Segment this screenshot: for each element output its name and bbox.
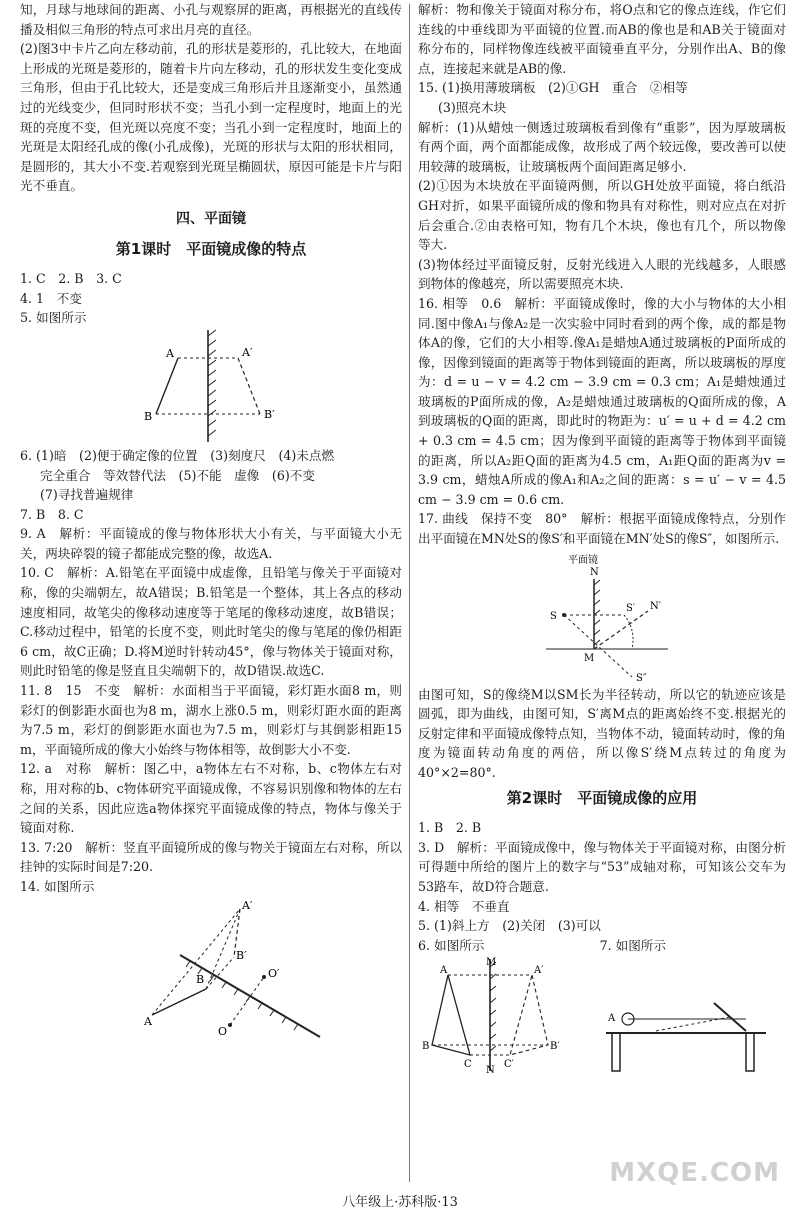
figure-q17	[418, 549, 786, 685]
label-A: A	[166, 346, 174, 360]
watermark: MXQE.COM	[609, 1158, 780, 1188]
label-C: C	[464, 1059, 472, 1071]
figure-q5	[20, 328, 402, 446]
answer-line: 4. 1 不变	[20, 290, 82, 306]
right-column	[418, 0, 786, 1075]
answer-line: 1. C 2. B 3. C	[20, 271, 122, 287]
lesson-heading: 第2课时 平面镜成像的应用	[506, 788, 698, 807]
label-A-prime: A′	[534, 965, 544, 977]
paragraph: 解析：物和像关于镜面对称分布，将O点和它的像点连线，作它们连线的中垂线即为平面镜的位置.而AB的像也是和AB关于镜面对称分布的，同样物像连线被平面镜垂直平分，分别作出A、B的像点，连接起来就是AB的像.	[418, 2, 786, 76]
label-B-prime: B′	[550, 1041, 560, 1053]
label-O-prime: O′	[268, 966, 280, 980]
label-B-prime: B′	[236, 948, 247, 962]
lesson-heading: 第1课时 平面镜成像的特点	[115, 239, 307, 258]
column-divider	[409, 4, 410, 1182]
label-A-prime: A′	[242, 345, 253, 359]
answer-line: 6. 如图所示	[418, 937, 485, 953]
label-B: B	[144, 409, 153, 423]
answer-line: 10. C 解析：A.铅笔在平面镜中成虚像，且铅笔与像关于平面镜对称，像的尖端朝左，故A错误；B.铅笔是一个整体，其上各点的移动速度相同，故笔尖的像移动速度等于笔尾的像移动速度，故B错误；C.移动过程中，铅笔的长度不变，则此时笔尖的像与笔尾的像仍相距6 cm，故C正确；D.将M逆时针转动45°，像与物体关于镜面对称，则此时铅笔的像是竖直且尖端朝下的，故D错误.故选C.	[20, 565, 402, 679]
label-A: A	[440, 965, 448, 977]
paragraph: 解析：(1)从蜡烛一侧透过玻璃板看到像有“重影”，因为厚玻璃板有两个面，两个面都能成像，故形成了两个较远像，要改善可以使用较薄的玻璃板，让玻璃板两个面间距离足够小.	[418, 119, 786, 174]
paragraph: 知，月球与地球间的距离、小孔与观察屏的距离，再根据光的直线传播及相似三角形的特点可求出月亮的直径。	[20, 2, 402, 37]
answer-line: (3)照亮木块	[438, 99, 507, 115]
answer-line: 13. 7:20 解析：竖直平面镜所成的像与物关于镜面左右对称，所以挂钟的实际时间是7:20.	[20, 839, 402, 875]
label-S: S	[550, 610, 557, 622]
label-M: M	[584, 652, 595, 664]
figure-q7	[596, 975, 786, 1075]
page-footer: 八年级上·苏科版·13	[342, 1195, 458, 1210]
answer-line: 7. 如图所示	[599, 937, 666, 953]
answer-line: 1. B 2. B	[418, 820, 482, 836]
answer-line: 11. 8 15 不变 解析：水面相当于平面镜，彩灯距水面8 m，则彩灯的倒影距水面也为8 m，湖水上涨0.5 m，则彩灯距水面的距离为7.5 m，彩灯的倒影距水面也为7.5 m，则彩灯与其倒影相距15 m，平面镜所成的像大小始终与物体相等，故倒影大小不变.	[20, 683, 402, 757]
answer-line: 5. 如图所示	[20, 310, 87, 326]
paragraph: 由图可知，S的像绕M以SM长为半径转动，所以它的轨迹应该是圆弧，即为曲线，由图可知，S′离M点的距离始终不变.根据光的反射定律和平面镜成像特点知，当物体不动，镜面转动时，像的角度为镜面转动角度的两倍，所以像S′绕M点转过的角度为40°×2=80°.	[418, 686, 786, 780]
answer-line: 4. 相等 不垂直	[418, 898, 510, 914]
answer-line: 完全重合 等效替代法 (5)不能 虚像 (6)不变	[40, 467, 315, 483]
answer-line: 12. a 对称 解析：图乙中，a物体左右不对称，b、c物体左右对称，用对称的b、c物体研究平面镜成像，不容易识别像和物体的左右之间的关系，因此应选a物体探究平面镜成像的特点，物体与像关于镜面对称.	[20, 761, 402, 836]
label-mirror: 平面镜	[568, 554, 598, 566]
answer-line: 14. 如图所示	[20, 878, 95, 894]
label-M: M	[486, 957, 497, 969]
section-heading: 四、平面镜	[176, 210, 246, 227]
answer-line: 9. A 解析：平面镜成的像与物体形状大小有关，与平面镜大小无关，两块碎裂的镜子都能成完整的像，故选A.	[20, 526, 402, 561]
left-column	[20, 0, 402, 1039]
label-N-prime: N′	[650, 600, 662, 612]
answer-line: 15. (1)换用薄玻璃板 (2)①GH 重合 ②相等	[418, 80, 688, 96]
paragraph: (3)物体经过平面镜反射，反射光线进入人眼的光线越多，人眼感到物体的像越亮，所以需要照亮木块.	[418, 256, 786, 292]
label-A: A	[608, 1013, 616, 1025]
answer-line: 7. B 8. C	[20, 506, 84, 522]
figure-q14	[20, 897, 402, 1039]
paragraph: (2)①因为木块放在平面镜两侧，所以GH处放平面镜，将白纸沿GH对折，如果平面镜所成的像和物具有对称性，则对应点在对折后会重合.②由表格可知，物有几个木块，像也有几个，所以物像等大.	[418, 178, 786, 253]
label-S-double-prime: S″	[636, 672, 647, 684]
label-A-prime: A′	[242, 898, 253, 912]
label-A: A	[144, 1014, 152, 1028]
label-O: O	[218, 1024, 228, 1038]
answer-line: 17. 曲线 保持不变 80° 解析：根据平面镜成像特点，分别作出平面镜在MN处S的像S′和平面镜在MN′处S的像S″，如图所示.	[418, 511, 786, 547]
label-N: N	[486, 1065, 495, 1076]
label-B: B	[196, 972, 205, 986]
paragraph: (2)图3中卡片乙向左移动前，孔的形状是菱形的，孔比较大，在地面上形成的光斑是菱形的，随着卡片向左移动，孔的形状发生变化变成三角形，但由于孔比较大，还是变成三角形后并且逐渐变小，虽然通过的光线变少，但同时形状不变；当孔小到一定程度时，地面上的光斑的亮度不变，但光斑以亮度不变；当孔小到一定程度时，地面上的光斑是太阳经孔成的像(小孔成像)，光斑的形状与太阳的形状相同，是圆形的，其大小不变.若观察到光斑呈椭圆状，原因可能是卡片与阳光不垂直。	[20, 41, 402, 194]
answer-line: (7)寻找普遍规律	[40, 487, 134, 503]
label-C-prime: C′	[504, 1059, 514, 1071]
label-B: B	[422, 1041, 430, 1053]
label-S-prime: S′	[626, 602, 636, 614]
label-B-prime: B′	[264, 407, 275, 421]
answer-line: 16. 相等 0.6 解析：平面镜成像时，像的大小与物体的大小相同.图中像A₁与像A₂是一次实验中同时看到的两个像，成的都是物体A的像，它们的大小相等.像A₁是蜡烛A通过玻璃板的P面所成的像，因像到镜面的距离等于物体到镜面的距离，所以玻璃板的厚度为：d = u − v = 4.2 cm − 3.9 cm = 0.3 cm；A₁是蜡烛通过玻璃板的P面所成的像，A₂是蜡烛通过玻璃板的Q面所成的像，A到玻璃板的Q面的距离，即此时的物距为：u′ = u + d = 4.2 cm + 0.3 cm = 4.5 cm；因为像到平面镜的距离等于物体到平面镜的距离，所以A₂距Q面的距离为4.5 cm，A₁距Q面的距离为v = 3.9 cm，蜡烛A所成的像A₁和A₂之间的距离：s = u′ − v = 4.5 cm − 3.9 cm = 0.6 cm.	[418, 295, 786, 507]
answer-line: 5. (1)斜上方 (2)关闭 (3)可以	[418, 918, 601, 934]
answer-line: 3. D 解析：平面镜成像中，像与物体关于平面镜对称，由图分析可得题中所给的图片上的数字与“53”成轴对称，可知该公交车为53路车，故D符合题意.	[418, 839, 786, 894]
label-N: N	[590, 566, 599, 578]
figure-q6	[418, 955, 578, 1075]
answer-line: 6. (1)暗 (2)便于确定像的位置 (3)刻度尺 (4)未点燃	[20, 447, 335, 463]
